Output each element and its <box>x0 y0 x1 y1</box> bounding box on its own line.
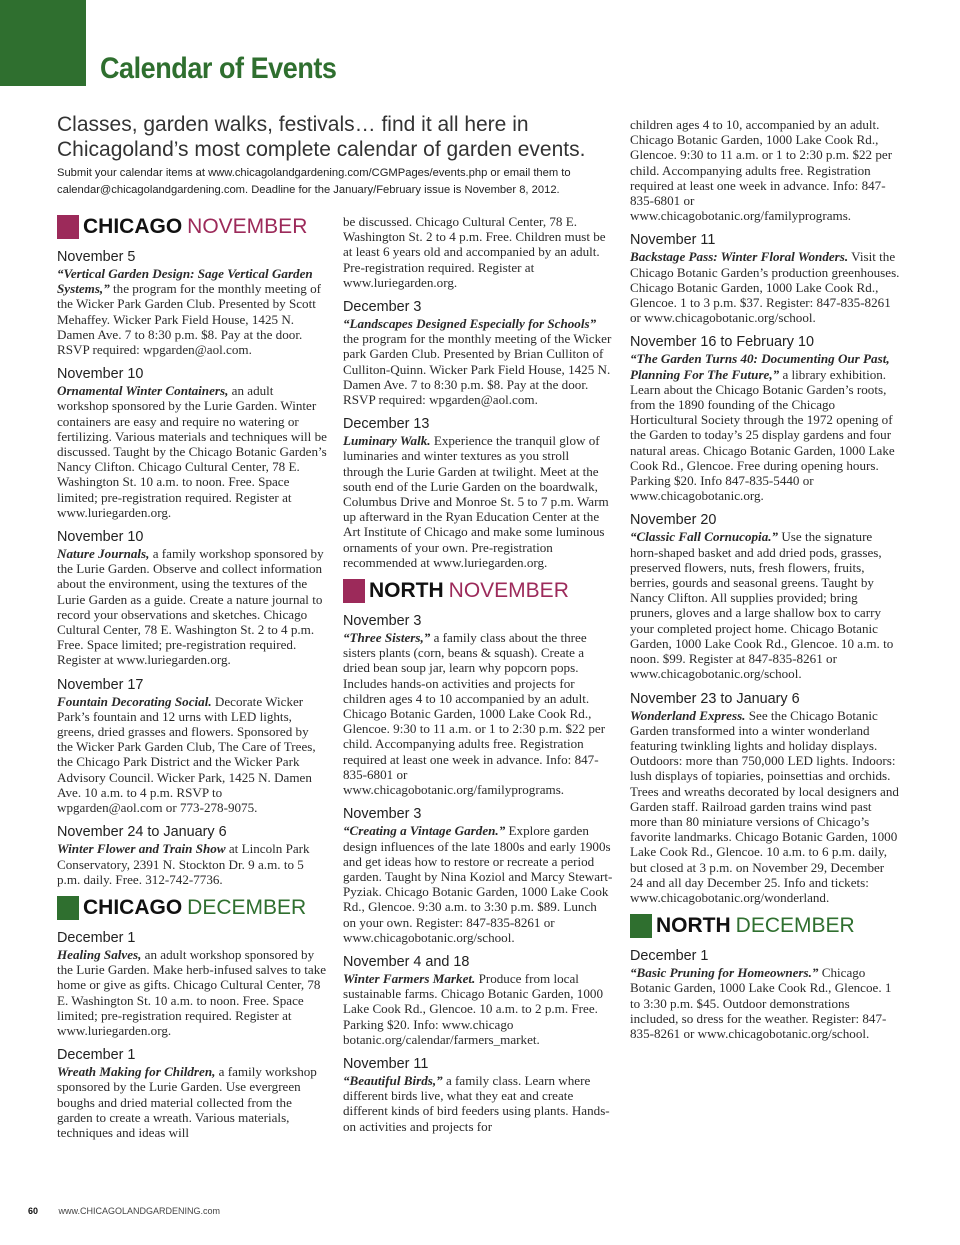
event-title: “Classic Fall Cornucopia.” <box>630 529 779 545</box>
event-details: Chicago Botanic Garden, 1000 Lake Cook Rd., Glencoe. 1 to 3:30 p.m. $45. Outdoor demonstrations included, so dress for the weather. Register: 847-835-8261 or www.chicagobotanic.org/school. <box>630 965 892 1041</box>
event-title: Wreath Making for Children, <box>57 1064 216 1080</box>
column-2 <box>343 214 613 1142</box>
event-title: “Beautiful Birds,” <box>343 1072 443 1088</box>
submit-line-2: calendar@chicagolandgardening.com. Deadline for the January/February issue is November 8, 2012. <box>57 184 560 196</box>
event-title: Healing Salves, <box>57 946 142 962</box>
event-title: Ornamental Winter Containers, <box>57 383 229 399</box>
event-title: “Creating a Vintage Garden.” <box>343 823 506 839</box>
region-name: CHICAGO <box>83 895 183 919</box>
section-square-icon <box>57 896 79 920</box>
event-details: an adult workshop sponsored by the Lurie Garden. Winter containers are easy and require no watering or fertilizing. Various materials and techniques will be discussed. Taught by the Chicago Botanic Garden’s Nancy Clifton. Chicago Cultural Center, 78 E. Washington St. 10 a.m. to noon. Free. Space limited; pre-registration required. Register at www.luriegarden.org. <box>57 383 327 520</box>
event-date: November 23 to January 6 <box>630 690 800 707</box>
event-item <box>630 333 900 503</box>
event-item <box>57 823 327 887</box>
event-title: “Basic Pruning for Homeowners.” <box>630 965 819 981</box>
page-footer <box>28 1206 220 1216</box>
event-date: November 3 <box>343 613 422 630</box>
event-title: Luminary Walk. <box>343 433 431 449</box>
event-item <box>343 1055 613 1134</box>
event-item <box>57 248 327 357</box>
event-title: Wonderland Express. <box>630 707 746 723</box>
event-item <box>57 1046 327 1140</box>
event-item <box>630 690 900 906</box>
event-title: “Three Sisters,” <box>343 630 431 646</box>
event-title: Winter Farmers Market. <box>343 970 476 986</box>
event-item <box>57 528 327 668</box>
event-title: “Vertical Garden Design: Sage Vertical Garden Systems,” <box>57 266 313 297</box>
event-details: Experience the tranquil glow of luminaries and winter textures as you stroll through the Lurie Garden at twilight. Meet at the south end of the Lurie Garden on the boardwalk, Columbus Drive and Monroe St. 5 to 7 p.m. Warm up afterward in the Ryan Education Center at the Art Institute of Chicago and make some luminous ornaments of your own. Pre-registration recommended at www.luriegarden.org. <box>343 433 609 570</box>
event-date: November 3 <box>343 806 422 823</box>
month-name: NOVEMBER <box>448 579 569 603</box>
event-details: at Lincoln Park Conservatory, 2391 N. Stockton Dr. 9 a.m. to 5 p.m. daily. Free. 312-742-7736. <box>57 841 310 887</box>
section-square-icon <box>630 914 652 938</box>
section-header-chicago-november <box>57 214 327 240</box>
event-title: Nature Journals, <box>57 546 150 562</box>
submit-info <box>57 165 617 199</box>
event-title: Backstage Pass: Winter Floral Wonders. <box>630 249 849 265</box>
footer-site-link[interactable]: www.CHICAGOLANDGARDENING.com <box>58 1206 221 1216</box>
region-name: NORTH <box>656 914 731 938</box>
event-item <box>343 415 613 570</box>
event-details: See the Chicago Botanic Garden transformed into a winter wonderland featuring twinkling lights and holiday displays. Outdoors: more than 750,000 LED lights. Indoors: lush displays of topiaries, poinsettias and orchids. Trees and wreaths decorated by local designers and Garden staff. Railroad garden trains wind past more than 80 miniature versions of Chicago’s favorite landmarks. Chicago Botanic Garden, 1000 Lake Cook Rd., Glencoe. 10 a.m. to 6 p.m. daily, but closed at 3 p.m. on November 29, December 24 and all day December 25. Info and tickets: www.chicagobotanic.org/wonderland. <box>630 707 899 905</box>
event-details: Visit the Chicago Botanic Garden’s production greenhouses. Chicago Botanic Garden, 1000 Lake Cook Rd., Glencoe. 1 to 3 p.m. $37. Register: 847-835-8261 or www.chicagobotanic.org/school. <box>630 249 900 326</box>
intro-line-1: Classes, garden walks, festivals… find it all here in <box>57 113 529 136</box>
event-date: November 17 <box>57 676 144 693</box>
event-item <box>343 953 613 1047</box>
corner-color-block <box>0 0 86 86</box>
month-name: NOVEMBER <box>187 215 308 238</box>
page-title: Calendar of Events <box>100 52 337 85</box>
event-date: November 10 <box>57 366 144 383</box>
event-date: November 10 <box>57 529 144 546</box>
event-details: a library exhibition. Learn about the Chicago Botanic Garden’s roots, from the 1890 founding of the Chicago Horticultural Society through the 1972 opening of the Garden to today’s 25 display gardens and four natural areas. Chicago Botanic Garden, 1000 Lake Cook Rd., Glencoe. Free during opening hours. Parking $20. Info 847-835-5440 or www.chicagobotanic.org. <box>630 366 895 504</box>
intro <box>57 112 617 199</box>
event-details: Produce from local sustainable farms. Chicago Botanic Garden, 1000 Lake Cook Rd., Glencoe. 10 a.m. to 2 p.m. Free. Parking $20. Info: www.chicago botanic.org/calendar/farmers_market. <box>343 970 603 1047</box>
event-item <box>57 929 327 1038</box>
section-square-icon <box>343 579 365 603</box>
event-details: the program for the monthly meeting of the Wicker Park Garden Club. Presented by Scott Mehaffey. Wicker Park Field House, 1425 N. Damen Ave. 7 to 8:30 p.m. $8. Pay at the door. RSVP required: wpgarden@aol.com. <box>57 281 322 358</box>
event-date: December 13 <box>343 416 430 433</box>
event-date: November 24 to January 6 <box>57 824 227 841</box>
event-item <box>630 947 900 1041</box>
event-title: “The Garden Turns 40: Documenting Our Past, Planning For The Future,” <box>630 351 890 382</box>
event-item <box>630 231 900 325</box>
event-item <box>57 365 327 520</box>
event-date: November 11 <box>630 232 716 249</box>
event-details: an adult workshop sponsored by the Lurie Garden. Make herb-infused salves to take home or give as gifts. Chicago Cultural Center, 78 E. Washington St. 10 a.m. to noon. Free. Space limited; pre-registration required. Register at www.luriegarden.org. <box>57 946 327 1038</box>
event-title: Winter Flower and Train Show <box>57 841 226 857</box>
section-header-north-december <box>630 913 900 939</box>
section-square-icon <box>57 215 79 239</box>
event-details: Use the signature horn-shaped basket and add dried pods, grasses, preserved flowers, nuts, fresh flowers, fruits, berries, gourds and seasonal greens. Taught by Nancy Clifton. All supplies provided; bring pruners, gloves and a large shallow box to carry your completed project home. Chicago Botanic Garden, 1000 Lake Cook Rd., Glencoe. 10 a.m. to noon. $99. Register at 847-835-8261 or www.chicagobotanic.org/school. <box>630 529 894 682</box>
event-date: November 4 and 18 <box>343 953 470 970</box>
event-item-continued <box>343 214 613 290</box>
column-1 <box>57 210 327 1148</box>
month-name: DECEMBER <box>735 914 855 938</box>
event-title: Fountain Decorating Social. <box>57 693 212 709</box>
event-date: November 5 <box>57 249 136 265</box>
event-details: a family workshop sponsored by the Lurie Garden. Observe and collect information about the environment, using the textures of the Lurie Garden as a guide. Create a nature journal to record your observations and sketches. Chicago Cultural Center, 78 E. Washington St. 2 to 4 p.m. Free. Space limited; pre-registration required. Register at www.luriegarden.org. <box>57 546 324 668</box>
event-item <box>57 676 327 816</box>
intro-line-2: Chicagoland’s most complete calendar of garden events. <box>57 138 586 161</box>
event-date: November 11 <box>343 1055 429 1072</box>
event-details: Decorate Wicker Park’s fountain and 12 urns with LED lights, greens, dried grasses and flowers. Sponsored by the Wicker Park Garden Club, The Care of Trees, the Chicago Park District and the Wicker Park Advisory Council. Wicker Park, 1425 N. Damen Ave. 10 a.m. to 4 p.m. RSVP to wpgarden@aol.com or 773-278-9075. <box>57 693 316 816</box>
event-date: December 3 <box>343 299 422 316</box>
column-3 <box>630 117 900 1049</box>
event-item <box>630 511 900 681</box>
month-name: DECEMBER <box>187 895 307 919</box>
section-header-chicago-december <box>57 895 327 921</box>
region-name: NORTH <box>369 579 444 603</box>
event-item <box>343 298 613 407</box>
submit-line-1: Submit your calendar items at www.chicagolandgardening.com/CGMPages/events.php or email them to <box>57 167 571 179</box>
event-details-part-2: be discussed. Chicago Cultural Center, 78 E. Washington St. 2 to 4 p.m. Free. Children must be at least 6 years old and accompanied by an adult. Pre-registration required. Register at www.luriegarden.org. <box>343 214 606 290</box>
event-details: a family class about the three sisters plants (corn, beans & squash). Create a dried bean soup jar, learn why popcorn pops. Includes hands-on activities and projects for children ages 4 to 10 accompanied by an adult. Chicago Botanic Garden, 1000 Lake Cook Rd., Glencoe. 9:30 to 11 a.m. or 1 to 2:30 p.m. $22 per child. Accompanying adults free. Registration required at least one week in advance. Info: 847-835-6801 or www.chicagobotanic.org/familyprograms. <box>343 630 606 798</box>
event-date: November 16 to February 10 <box>630 334 814 351</box>
event-item <box>343 612 613 797</box>
event-details-part-1: a family class. Learn where different birds live, what they eat and create different kinds of bird feeders using plants. Hands-on activities and projects for <box>343 1072 610 1134</box>
event-details-part-2: children ages 4 to 10, accompanied by an adult. Chicago Botanic Garden, 1000 Lake Cook Rd., Glencoe. 9:30 to 11 a.m. or 1 to 2:30 p.m. $22 per child. Accompanying adults free. Registration required at least one week in advance. Info: 847-835-6801 or www.chicagobotanic.org/familyprograms. <box>630 117 893 224</box>
event-details-part-1: a family workshop sponsored by the Lurie Garden. Use evergreen boughs and dried material collected from the garden to create a wreath. Various materials, techniques and ideas will <box>57 1064 317 1140</box>
event-item <box>343 805 613 945</box>
event-title: “Landscapes Designed Especially for Schools” <box>343 316 597 332</box>
event-date: December 1 <box>57 1047 136 1064</box>
event-date: December 1 <box>57 929 136 946</box>
event-item-continued <box>630 117 900 223</box>
page-number: 60 <box>28 1206 39 1216</box>
section-header-north-november <box>343 578 613 604</box>
event-date: December 1 <box>630 948 709 965</box>
event-details: the program for the monthly meeting of the Wicker park Garden Club. Presented by Brian Culliton of Culliton-Quinn. Wicker Park Field House, 1425 N. Damen Ave. 7 to 8:30 p.m. $8. Pay at the door. RSVP required: wpgarden@aol.com. <box>343 331 612 408</box>
event-details: Explore garden design influences of the late 1800s and early 1900s and get ideas how to restore or recreate a period garden. Taught by Nina Koziol and Marcy Stewart-Pyziak. Chicago Botanic Garden, 1000 Lake Cook Rd., Glencoe. 9:30 a.m. to 3:30 p.m. $89. Lunch on your own. Register: 847-835-8261 or www.chicagobotanic.org/school. <box>343 823 613 945</box>
event-date: November 20 <box>630 512 717 529</box>
region-name: CHICAGO <box>83 215 183 238</box>
